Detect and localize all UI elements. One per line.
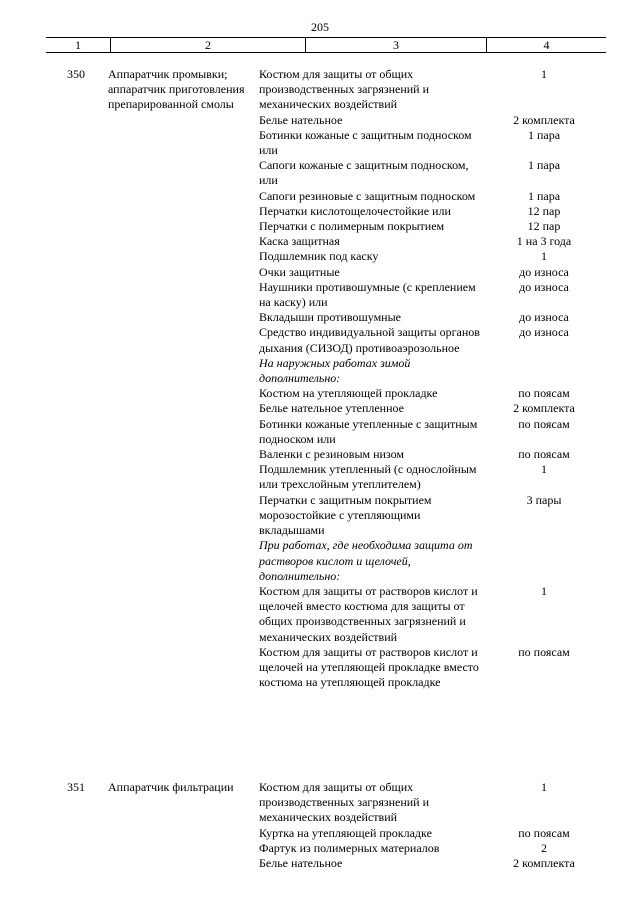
item-quantity: по поясам [518,644,570,659]
item-name: Костюм для защиты от растворов кислот и щелочей на утепляющей прокладке вместо костюма на утепляющей прокладке [259,644,479,690]
item-name: Костюм для защиты от общих производственных загрязнений и механических воздействий [259,780,430,825]
item-quantity: до износа [519,325,569,340]
item-quantity: 1 [541,780,547,794]
item-quantity: по поясам [518,825,570,840]
item-name: Подшлемник утепленный (с однослойным или трехслойным утеплителем) [259,462,477,492]
item-quantity: 2 комплекта [513,401,575,416]
list-item [259,447,570,462]
item-name: Ботинки кожаные утепленные с защитным подноском или [259,416,478,446]
list-item [259,416,570,447]
item-name: Наушники противошумные (с креплением на каску) или [259,279,476,310]
item-quantity: по поясам [518,386,570,401]
list-item [259,203,561,219]
note-text: При работах, где необходима защита от растворов кислот и щелочей, дополнительно: [259,538,473,583]
item-quantity: 12 пар [527,203,561,218]
item-quantity: до износа [519,310,569,325]
list-item [259,249,547,264]
list-item [259,644,570,691]
item-quantity: 12 пар [527,219,561,234]
item-name: Сапоги резиновые с защитным подноском [259,188,476,203]
list-item [259,112,575,128]
item-quantity: 2 комплекта [513,112,575,127]
item-name: Белье нательное утепленное [259,401,404,416]
item-quantity: 1 [541,249,547,264]
item-quantity: по поясам [518,416,570,431]
equipment-list [259,67,575,690]
page-number: 205 [311,20,329,34]
list-item [259,780,547,826]
item-quantity: до износа [519,279,569,294]
item-quantity: 2 комплекта [513,856,575,871]
list-item [259,279,569,310]
item-quantity: 1 [541,67,547,81]
list-item [259,188,561,204]
item-name: Перчатки с защитным покрытием морозостойкие с утепляющими вкладышами [259,492,432,538]
item-name: Вкладыши противошумные [259,310,401,325]
position-title: Аппаратчик фильтрации [108,780,234,794]
item-quantity: по поясам [518,447,570,462]
item-quantity: 1 на 3 года [516,234,572,249]
list-item [259,492,562,539]
item-name: Костюм для защиты от общих производственных загрязнений и механических воздействий [259,67,430,112]
item-name: Куртка на утепляющей прокладке [259,825,432,840]
item-quantity: 2 [541,840,547,855]
item-name: Белье нательное [259,112,343,127]
item-name: Костюм для защиты от растворов кислот и щелочей вместо костюма для защиты от общих производственных загрязнений и механических воздействий [259,583,478,644]
conditions-note [259,356,484,386]
item-name: Подшлемник под каску [259,249,379,264]
table-header [46,37,606,53]
list-item [259,583,547,645]
item-name: Каска защитная [259,234,340,249]
item-name: Белье нательное [259,856,343,871]
item-quantity: 1 [541,462,547,477]
list-item [259,401,575,416]
item-quantity: 1 пара [527,127,561,142]
list-item [259,325,569,355]
list-item [259,386,570,401]
item-name: Валенки с резиновым низом [259,447,405,462]
conditions-note [259,538,484,584]
column-header-4: 4 [543,38,550,52]
item-name: Сапоги кожаные с защитным подноском, или [259,158,469,188]
item-name: Средство индивидуальной защиты органов дыхания (СИЗОД) противоаэрозольное [259,325,480,355]
column-header-1: 1 [75,38,81,52]
item-quantity: 3 пары [526,492,562,507]
item-name: Фартук из полимерных материалов [259,840,440,855]
item-quantity: до износа [519,264,569,279]
column-header-3: 3 [393,38,399,52]
item-quantity: 1 пара [527,158,561,173]
list-item [259,234,572,249]
item-name: Ботинки кожаные с защитным подноском или [259,127,472,158]
list-item [259,840,547,856]
item-quantity: 1 пара [527,188,561,203]
entry-number: 350 [67,67,85,81]
entry-number: 351 [67,780,85,794]
item-name: Костюм на утепляющей прокладке [259,386,438,401]
item-name: Очки защитные [259,264,340,279]
item-quantity: 1 [541,583,547,598]
list-item [259,127,561,158]
list-item [259,856,575,871]
list-item [259,158,561,188]
item-name: Перчатки кислотощелочестойкие или [259,203,451,218]
list-item [259,310,569,325]
list-item [259,67,547,113]
list-item [259,264,569,280]
list-item [259,219,561,234]
list-item [259,462,547,492]
item-name: Перчатки с полимерным покрытием [259,219,445,234]
column-header-2: 2 [205,38,211,52]
list-item [259,825,570,841]
equipment-list [259,780,575,871]
position-title: Аппаратчик промывки; аппаратчик приготовления препарированной смолы [108,67,245,111]
note-text: На наружных работах зимой дополнительно: [259,355,411,386]
